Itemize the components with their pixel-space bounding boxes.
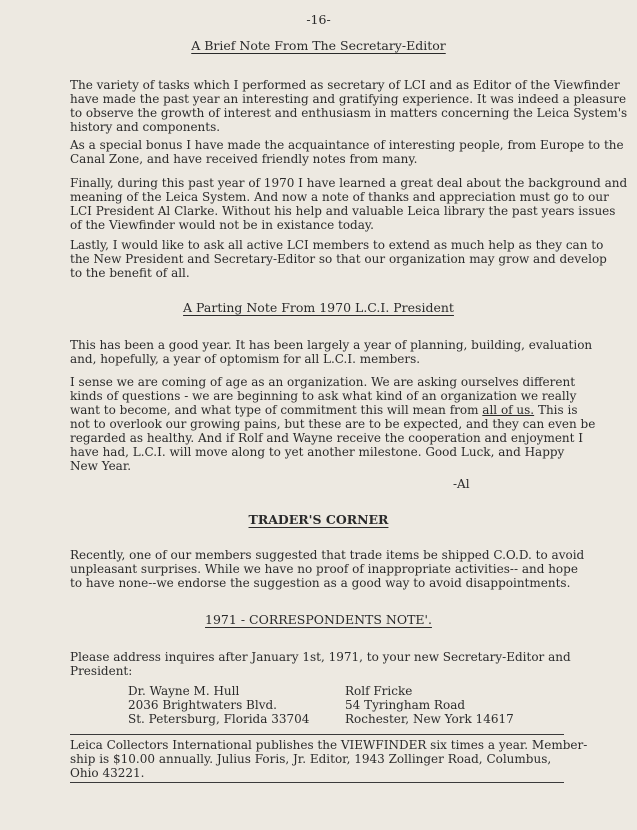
traders-paragraph: Recently, one of our members suggested that trade items be shipped C.O.D. to avoid unpleasant surprises. While we have no proof of inappropriate activities-- and hope to have none--we endorse the suggestion as a good way to avoid disappointments. — [70, 548, 585, 590]
traders-corner-heading: TRADER'S CORNER — [248, 512, 389, 527]
president-signature: -Al — [453, 477, 470, 491]
president-paragraph-2: I sense we are coming of age as an organization. We are asking ourselves different kinds of questions - we are beginning to ask what kind of an organization we really want to become, and what type of commitment this will mean from all of us. This is not to overlook our growing pains, but these are to be expected, and they can even be regarded as healthy. And if Rolf and Wayne receive the cooperation and enjoyment I have had, L.C.I. will move along to yet another milestone. Good Luck, and Happy New Year. — [70, 375, 596, 473]
secretary-paragraph-3: Finally, during this past year of 1970 I have learned a great deal about the background and meaning of the Leica System. And now a note of thanks and appreciation must go to our LCI President Al Clarke. Without his help and valuable Leica library the past years issues of the Viewfinder would not be in existance today. — [70, 176, 628, 232]
secretary-paragraph-4: Lastly, I would like to ask all active LCI members to extend as much help as they can to the New President and Secretary-Editor so that our organization may grow and develop to the benefit of all. — [70, 238, 607, 280]
address-rolf-fricke: Rolf Fricke 54 Tyringham Road Rochester, New York 14617 — [345, 684, 514, 726]
address-wayne-hull: Dr. Wayne M. Hull 2036 Brightwaters Blvd. St. Petersburg, Florida 33704 — [128, 684, 310, 726]
page-number: -16- — [306, 12, 331, 27]
footer-top-rule — [70, 734, 564, 735]
correspondents-note-heading: 1971 - CORRESPONDENTS NOTE'. — [205, 612, 432, 627]
correspondents-paragraph: Please address inquires after January 1st, 1971, to your new Secretary-Editor and President: — [70, 650, 571, 678]
secretary-paragraph-2: As a special bonus I have made the acquaintance of interesting people, from Europe to the Canal Zone, and have received friendly notes from many. — [70, 138, 624, 166]
president-line-with-emphasis: want to become, and what type of commitment this will mean from all of us. This is — [70, 403, 578, 417]
footer-bottom-rule — [70, 782, 564, 783]
secretary-note-heading: A Brief Note From The Secretary-Editor — [191, 38, 446, 53]
president-note-heading: A Parting Note From 1970 L.C.I. President — [183, 300, 454, 315]
footer-publication-info: Leica Collectors International publishes the VIEWFINDER six times a year. Member- ship is $10.00 annually. Julius Foris, Jr. Editor, 1943 Zollinger Road, Columbus, Ohio 43221. — [70, 738, 588, 780]
president-paragraph-1: This has been a good year. It has been largely a year of planning, building, evaluation and, hopefully, a year of optomism for all L.C.I. members. — [70, 338, 593, 366]
secretary-paragraph-1: The variety of tasks which I performed as secretary of LCI and as Editor of the Viewfinder have made the past year an interesting and gratifying experience. It was indeed a pleasure to observe the growth of interest and enthusiasm in matters concerning the Leica System's history and components. — [70, 78, 628, 134]
emphasis-all-of-us: all of us. — [482, 403, 535, 417]
